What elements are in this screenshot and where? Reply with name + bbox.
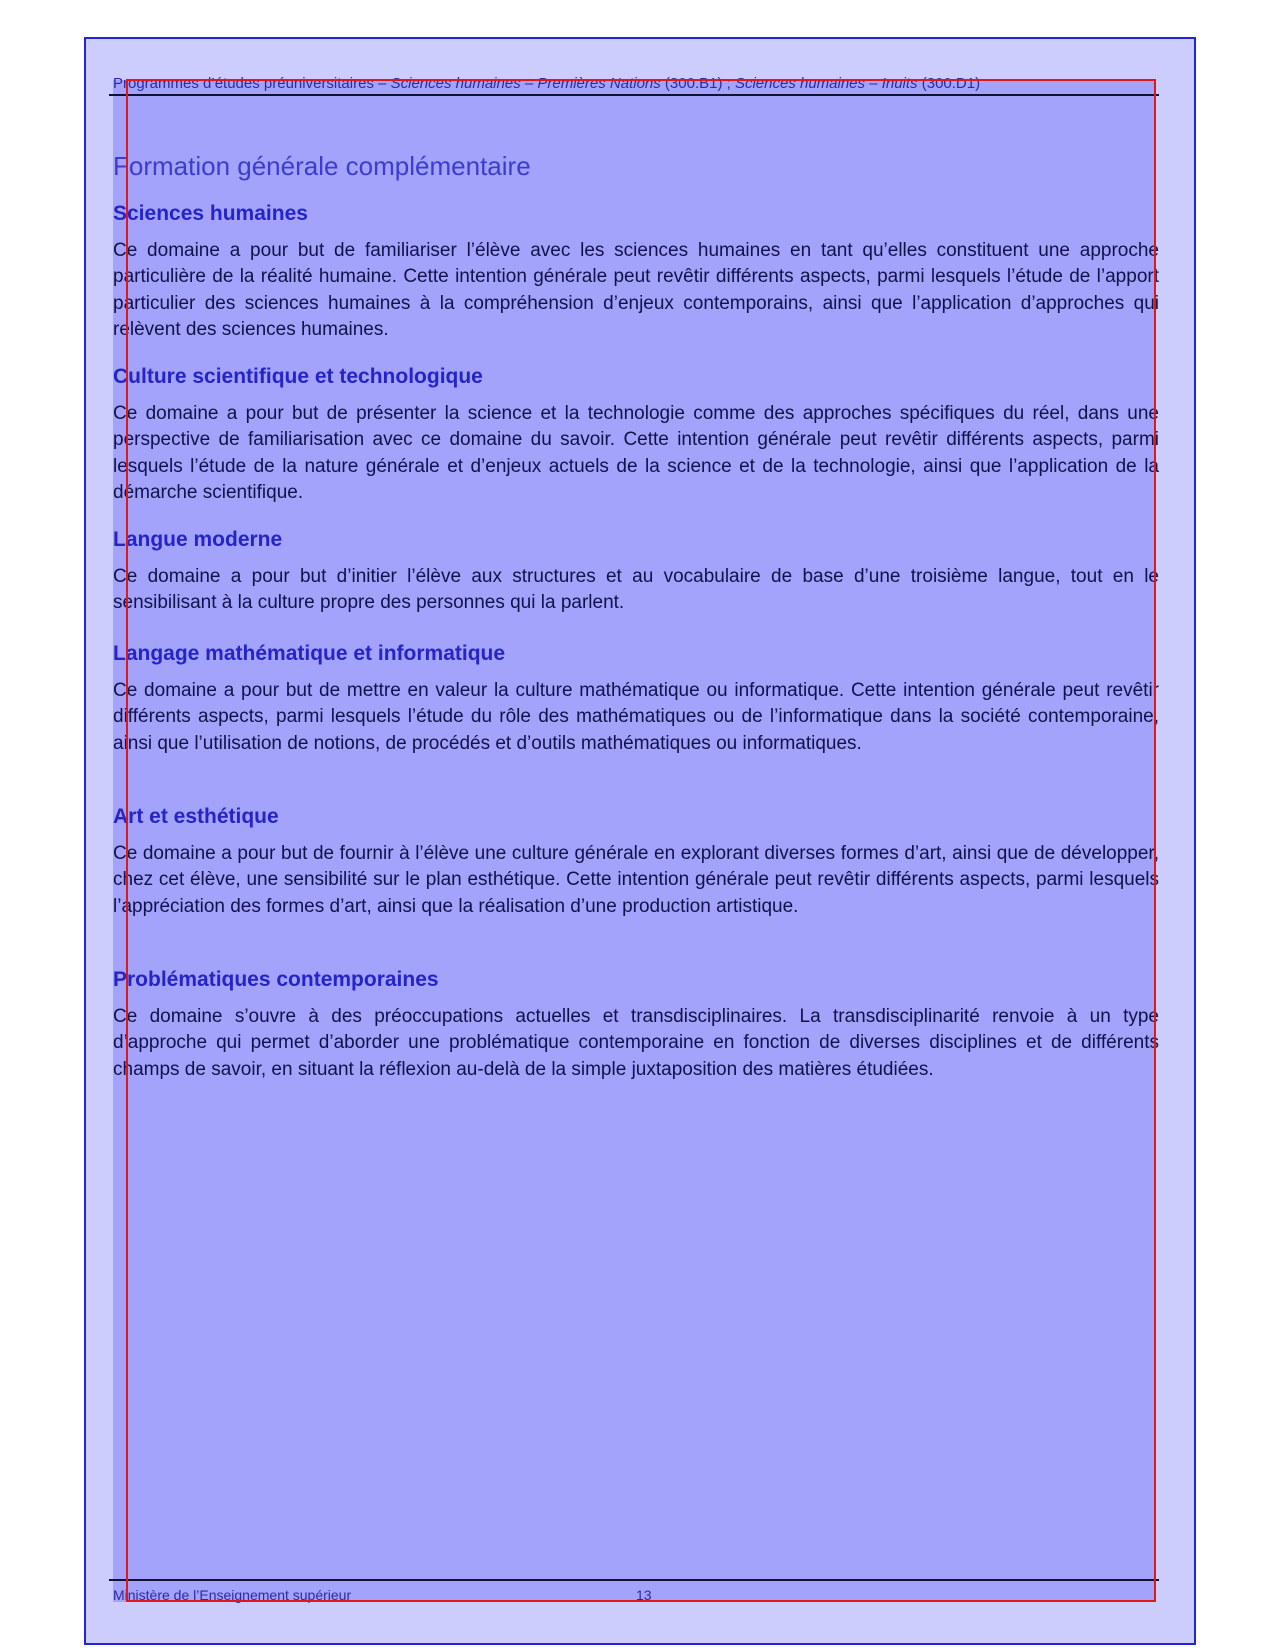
header-code-2: (300.D1) (917, 75, 981, 92)
footer-ministry: Ministère de l’Enseignement supérieur (113, 1587, 352, 1603)
section-body-culture-scientifique: Ce domaine a pour but de présenter la science et la technologie comme des approches spécifiques du réel, dans une perspective de familiarisation avec ce domaine du savoir. Cette intention générale peut revêtir différents aspects, parmi lesquels l’étude de la nature générale et d’enjeux actuels de la science et de la technologie, ainsi que l’application de la démarche scientifique. (113, 403, 1159, 504)
section-heading-art-esthetique: Art et esthétique (113, 805, 279, 828)
section-body-art-esthetique: Ce domaine a pour but de fournir à l’élève une culture générale en explorant diverses formes d’art, ainsi que de développer, chez cet élève, une sensibilité sur le plan esthétique. Cette intention générale peut revêtir différents aspects, parmi lesquels l’appréciation des formes d’art, ainsi que la réalisation d’une production artistique. (113, 843, 1159, 917)
section-heading-problematiques: Problématiques contemporaines (113, 968, 439, 991)
header-code-1: (300.B1) ; (660, 75, 735, 92)
header-program-1: Sciences humaines – Premières Nations (390, 75, 661, 92)
header-program-2: Sciences humaines – Inuits (734, 75, 918, 92)
page-number: 13 (636, 1587, 652, 1603)
header-prefix: Programmes d’études préuniversitaires – (113, 75, 391, 92)
section-body-problematiques: Ce domaine s’ouvre à des préoccupations actuelles et transdisciplinaires. La transdisciplinarité renvoie à un type d’approche qui permet d’aborder une problématique contemporaine en fonction de diverses disciplines et de différents champs de savoir, en situant la réflexion au-delà de la simple juxtaposition des matières étudiées. (113, 1006, 1159, 1080)
footer-rule (109, 1579, 1159, 1581)
page-title: Formation générale complémentaire (113, 151, 531, 181)
header-rule (109, 94, 1159, 96)
section-body-sciences-humaines: Ce domaine a pour but de familiariser l’élève avec les sciences humaines en tant qu’elles constituent une approche particulière de la réalité humaine. Cette intention générale peut revêtir différents aspects, parmi lesquels l’étude de l’apport particulier des sciences humaines à la compréhension d’enjeux contemporains, ainsi que l’application d’approches qui relèvent des sciences humaines. (113, 240, 1159, 341)
section-heading-culture-scientifique: Culture scientifique et technologique (113, 365, 483, 388)
running-header (113, 75, 980, 92)
section-body-langage-mathematique: Ce domaine a pour but de mettre en valeur la culture mathématique ou informatique. Cette intention générale peut revêtir différents aspects, parmi lesquels l’étude du rôle des mathématiques ou de l’informatique dans la société contemporaine, ainsi que l’utilisation de notions, de procédés et d’outils mathématiques ou informatiques. (113, 680, 1159, 754)
section-heading-sciences-humaines: Sciences humaines (113, 202, 308, 225)
section-body-langue-moderne: Ce domaine a pour but d’initier l’élève aux structures et au vocabulaire de base d’une troisième langue, tout en le sensibilisant à la culture propre des personnes qui la parlent. (113, 566, 1159, 614)
section-heading-langue-moderne: Langue moderne (113, 528, 283, 551)
section-heading-langage-mathematique: Langage mathématique et informatique (113, 642, 506, 665)
